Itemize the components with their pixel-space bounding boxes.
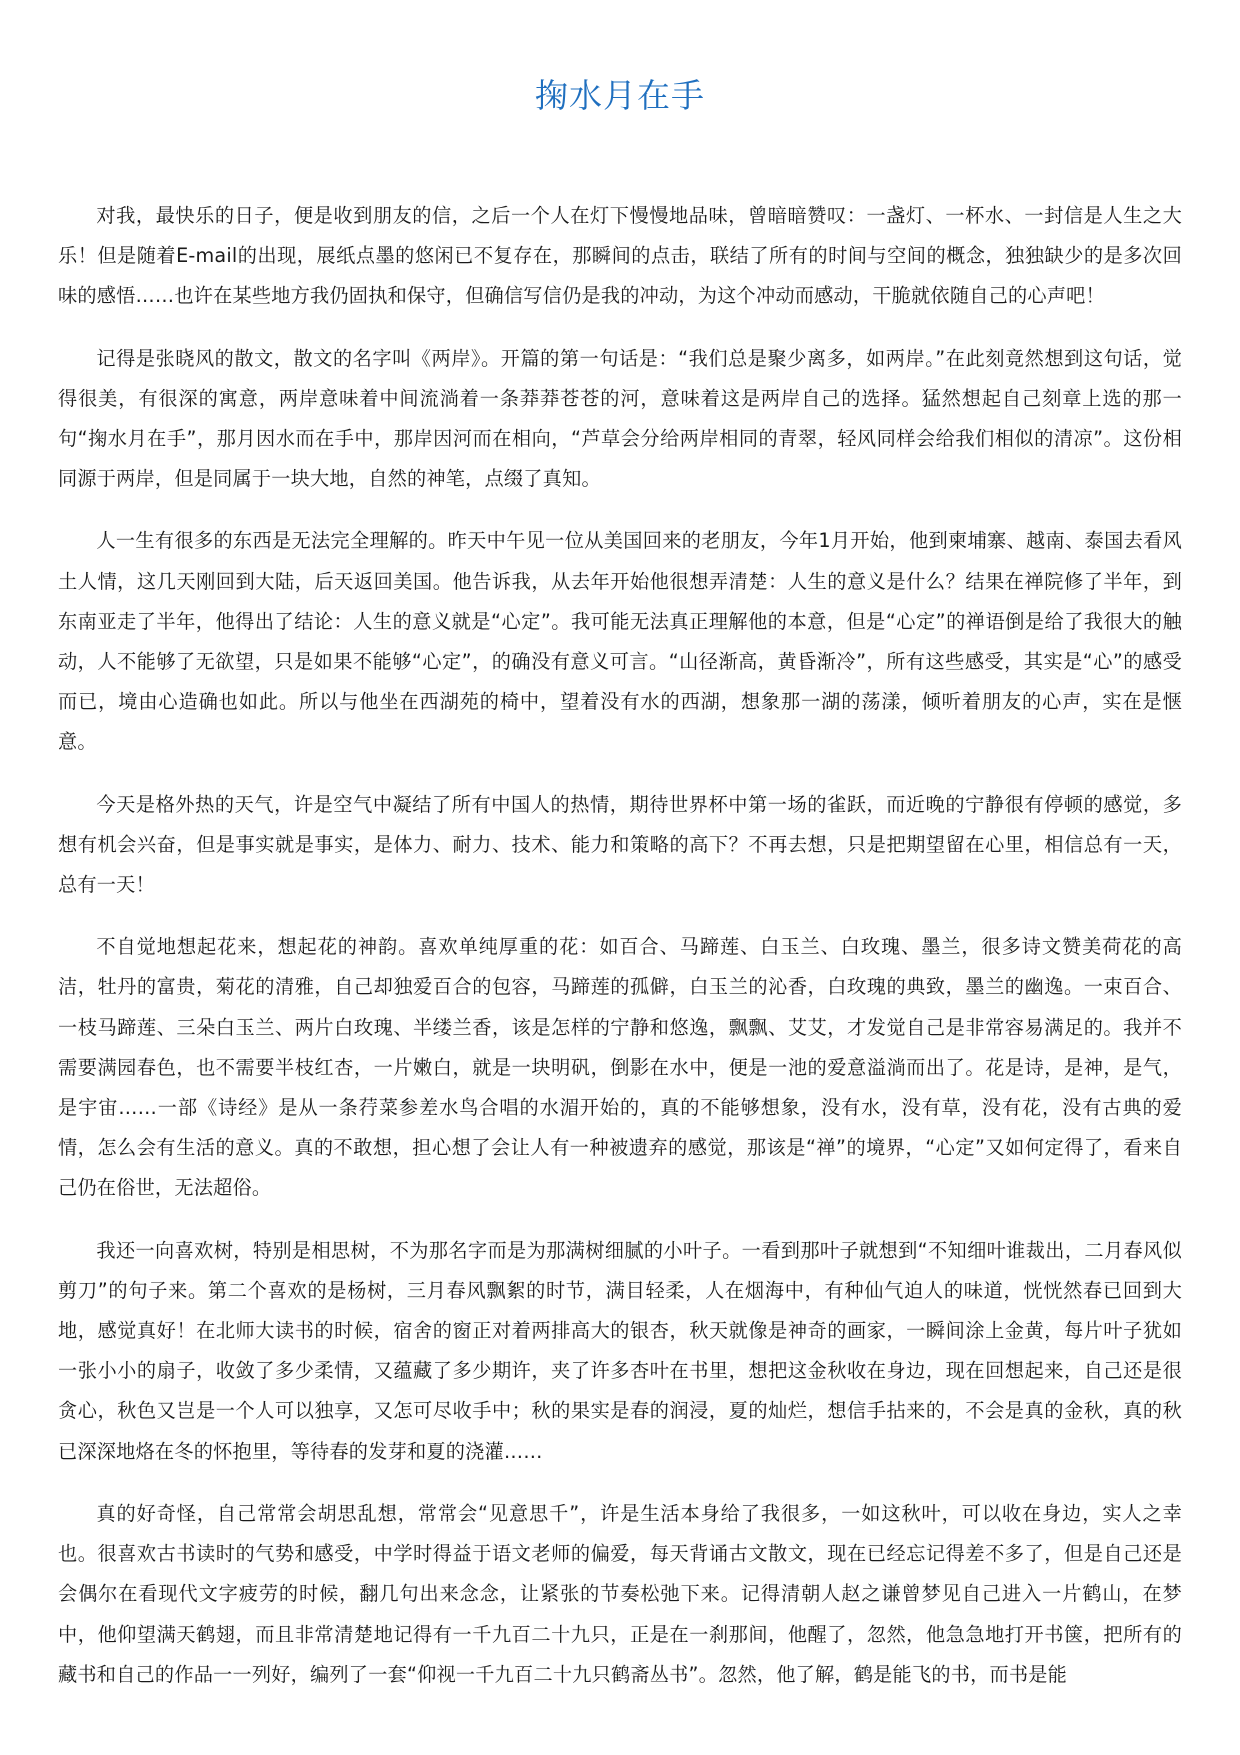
paragraph: 人一生有很多的东西是无法完全理解的。昨天中午见一位从美国回来的老朋友，今年1月开始，他到柬埔寨、越南、泰国去看风土人情，这几天刚回到大陆，后天返回美国。他告诉我，从去年开始他很想弄清楚：人生的意义是什么？结果在禅院修了半年，到东南亚走了半年，他得出了结论：人生的意义就是“心定”。我可能无法真正理解他的本意，但是“心定”的禅语倒是给了我很大的触动，人不能够了无欲望，只是如果不能够“心定”，的确没有意义可言。“山径渐高，黄昏渐冷”，所有这些感受，其实是“心”的感受而已，境由心造确也如此。所以与他坐在西湖苑的椅中，望着没有水的西湖，想象那一湖的荡漾，倾听着朋友的心声，实在是惬意。 — [58, 529, 1182, 754]
document-page — [58, 0, 1182, 1717]
article-body — [58, 196, 1182, 1695]
page-title: 掬水月在手 — [535, 76, 705, 115]
paragraph: 真的好奇怪，自己常常会胡思乱想，常常会“见意思千”，许是生活本身给了我很多，一如这秋叶，可以收在身边，实人之幸也。很喜欢古书读时的气势和感受，中学时得益于语文老师的偏爱，每天背诵古文散文，现在已经忘记得差不多了，但是自己还是会偶尔在看现代文字疲劳的时候，翻几句出来念念，让紧张的节奏松弛下来。记得清朝人赵之谦曾梦见自己进入一片鹤山，在梦中，他仰望满天鹤翅，而且非常清楚地记得有一千九百二十九只，正是在一刹那间，他醒了，忽然，他急急地打开书箧，把所有的藏书和自己的作品一一列好，编列了一套“仰视一千九百二十九只鹤斋丛书”。忽然，他了解，鹤是能飞的书，而书是能 — [58, 1501, 1182, 1686]
paragraph: 对我，最快乐的日子，便是收到朋友的信，之后一个人在灯下慢慢地品味，曾暗暗赞叹：一盏灯、一杯水、一封信是人生之大乐！但是随着E-mail的出现，展纸点墨的悠闲已不复存在，那瞬间的点击，联结了所有的时间与空间的概念，独独缺少的是多次回味的感悟……也许在某些地方我仍固执和保守，但确信写信仍是我的冲动，为这个冲动而感动，干脆就依随自己的心声吧！ — [58, 204, 1182, 308]
paragraph: 今天是格外热的天气，许是空气中凝结了所有中国人的热情，期待世界杯中第一场的雀跃，而近晚的宁静很有停顿的感觉，多想有机会兴奋，但是事实就是事实，是体力、耐力、技术、能力和策略的高下？不再去想，只是把期望留在心里，相信总有一天，总有一天！ — [58, 792, 1182, 897]
paragraph: 不自觉地想起花来，想起花的神韵。喜欢单纯厚重的花：如百合、马蹄莲、白玉兰、白玫瑰、墨兰，很多诗文赞美荷花的高洁，牡丹的富贵，菊花的清雅，自己却独爱百合的包容，马蹄莲的孤僻，白玉兰的沁香，白玫瑰的典致，墨兰的幽逸。一束百合、一枝马蹄莲、三朵白玉兰、两片白玫瑰、半缕兰香，该是怎样的宁静和悠逸，飘飘、艾艾，才发觉自己是非常容易满足的。我并不需要满园春色，也不需要半枝红杏，一片嫩白，就是一块明矾，倒影在水中，便是一池的爱意溢淌而出了。花是诗，是神，是气，是宇宙……一部《诗经》是从一条荇菜参差水鸟合唱的水湄开始的，真的不能够想象，没有水，没有草，没有花，没有古典的爱情，怎么会有生活的意义。真的不敢想，担心想了会让人有一种被遗弃的感觉，那该是“禅”的境界，“心定”又如何定得了，看来自己仍在俗世，无法超俗。 — [58, 935, 1182, 1200]
paragraph: 记得是张晓风的散文，散文的名字叫《两岸》。开篇的第一句话是：“我们总是聚少离多，如两岸。”在此刻竟然想到这句话，觉得很美，有很深的寓意，两岸意味着中间流淌着一条莽莽苍苍的河，意味着这是两岸自己的选择。猛然想起自己刻章上选的那一句“掬水月在手”，那月因水而在手中，那岸因河而在相向，“芦草会分给两岸相同的青翠，轻风同样会给我们相似的清凉”。这份相同源于两岸，但是同属于一块大地，自然的神笔，点缀了真知。 — [58, 346, 1182, 491]
paragraph: 我还一向喜欢树，特别是相思树，不为那名字而是为那满树细腻的小叶子。一看到那叶子就想到“不知细叶谁裁出，二月春风似剪刀”的句子来。第二个喜欢的是杨树，三月春风飘絮的时节，满目轻柔，人在烟海中，有种仙气迫人的味道，恍恍然春已回到大地，感觉真好！在北师大读书的时候，宿舍的窗正对着两排高大的银杏，秋天就像是神奇的画家，一瞬间涂上金黄，每片叶子犹如一张小小的扇子，收敛了多少柔情，又蕴藏了多少期许，夹了许多杏叶在书里，想把这金秋收在身边，现在回想起来，自己还是很贪心，秋色又岂是一个人可以独享，又怎可尽收手中；秋的果实是春的润浸，夏的灿烂，想信手拈来的，不会是真的金秋，真的秋已深深地烙在冬的怀抱里，等待春的发芽和夏的浇灌…… — [58, 1238, 1182, 1463]
